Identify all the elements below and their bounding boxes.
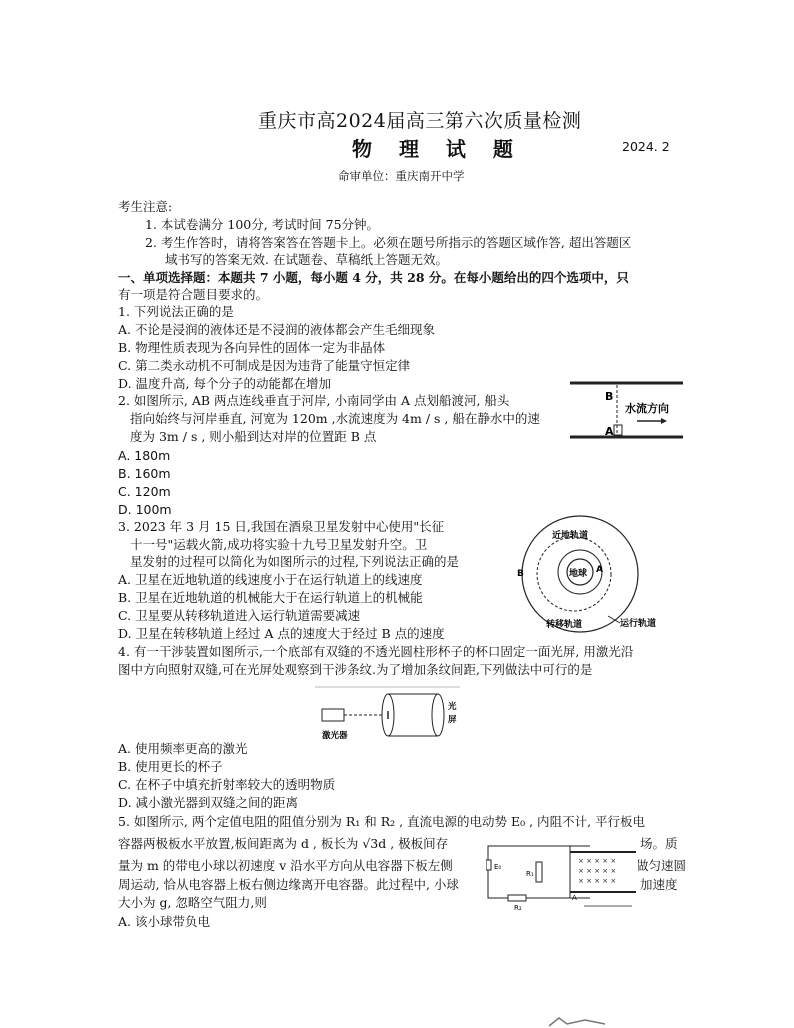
screen-label-2: 屏 bbox=[448, 715, 457, 725]
exam-title: 重庆市高2024届高三第六次质量检测 bbox=[258, 110, 582, 132]
r1-label: R₁ bbox=[526, 870, 534, 878]
q3-option-a: A. 卫星在近地轨道的线速度小于在运行轨道上的线速度 bbox=[118, 572, 423, 587]
q4-option-d: D. 减小激光器到双缝之间的距离 bbox=[118, 795, 299, 810]
q1-option-b: B. 物理性质表现为各向异性的固体一定为非晶体 bbox=[118, 340, 386, 355]
river-figure bbox=[565, 375, 685, 445]
boat-shape bbox=[614, 425, 622, 435]
orbit-figure bbox=[508, 512, 668, 644]
q4-option-c: C. 在杯子中填充折射率较大的透明物质 bbox=[118, 777, 336, 792]
page-bottom-fragment bbox=[545, 1014, 625, 1028]
notice-item-2: 2. 考生作答时，请将答案答在答题卡上。必须在题号所指示的答题区域作答, 超出答题区 bbox=[145, 235, 632, 250]
point-b-label: B bbox=[517, 569, 524, 579]
q5-stem-4b: 加速度 bbox=[640, 877, 678, 892]
q5-option-a: A. 该小球带负电 bbox=[118, 914, 210, 929]
q3-option-b: B. 卫星在近地轨道的机械能大于在运行轨道上的机械能 bbox=[118, 590, 423, 605]
q5-stem-3a: 量为 m 的带电小球以初速度 v 沿水平方向从电容器下板左侧 bbox=[118, 858, 453, 873]
magnetic-field-marks bbox=[578, 857, 616, 885]
battery bbox=[486, 860, 491, 870]
q5-stem-3b: 做匀速圆 bbox=[636, 858, 687, 873]
q5-stem-5: 大小为 g, 忽略空气阻力,则 bbox=[118, 895, 267, 910]
q4-option-b: B. 使用更长的杯子 bbox=[118, 759, 223, 774]
q1-option-d: D. 温度升高, 每个分子的动能都在增加 bbox=[118, 376, 331, 391]
q5-stem-2b: 场。质 bbox=[640, 836, 678, 851]
q3-stem-2: 十一号"运载火箭,成功将实验十九号卫星发射升空。卫 bbox=[130, 537, 428, 552]
svg-text:× × × × ×: × × × × × bbox=[578, 877, 617, 885]
resistor-r2 bbox=[508, 895, 526, 901]
q1-option-c: C. 第二类永动机不可制成是因为违背了能量守恒定律 bbox=[118, 358, 411, 373]
notice-item-1: 1. 本试卷满分 100分, 考试时间 75分钟。 bbox=[145, 217, 380, 232]
cup-mouth bbox=[432, 694, 444, 736]
q3-stem-3: 星发射的过程可以简化为如图所示的过程,下列说法正确的是 bbox=[130, 554, 459, 569]
q2-stem-1: 2. 如图所示, AB 两点连线垂直于河岸, 小南同学由 A 点划船渡河, 船头 bbox=[118, 393, 510, 408]
q3-option-c: C. 卫星要从转移轨道进入运行轨道需要减速 bbox=[118, 608, 361, 623]
run-orbit-label: 运行轨道 bbox=[620, 619, 657, 629]
near-orbit-label: 近地轨道 bbox=[552, 531, 589, 541]
flow-arrowhead bbox=[661, 418, 667, 424]
svg-text:× × × × ×: × × × × × bbox=[578, 857, 617, 865]
q1-option-a: A. 不论是浸润的液体还是不浸润的液体都会产生毛细现象 bbox=[118, 322, 435, 337]
r2-label: R₂ bbox=[514, 904, 522, 912]
subject-title: 物 理 试 题 bbox=[352, 137, 523, 161]
laser-device bbox=[322, 709, 344, 721]
circuit-figure bbox=[486, 838, 638, 914]
section-heading-cont: 有一项是符合题目要求的。 bbox=[118, 287, 269, 302]
label-b: B bbox=[605, 390, 614, 403]
notice-item-2-cont: 域书写的答案无效. 在试题卷、草稿纸上答题无效。 bbox=[165, 252, 448, 267]
cup-body bbox=[388, 694, 438, 736]
q2-stem-2: 指向始终与河岸垂直, 河宽为 120m ,水流速度为 4m / s , 船在静水中的速 bbox=[130, 411, 540, 426]
resistor-r1 bbox=[536, 862, 542, 882]
q4-stem-2: 图中方向照射双缝,可在光屏处观察到干涉条纹.为了增加条纹间距,下列做法中可行的是 bbox=[118, 662, 593, 677]
interference-figure bbox=[310, 684, 470, 744]
section-heading: 一、单项选择题：本题共 7 小题，每小题 4 分，共 28 分。在每小题给出的四个选项中，只 bbox=[118, 270, 629, 285]
screen-label-1: 光 bbox=[448, 702, 457, 712]
label-a: A bbox=[605, 425, 614, 438]
q3-stem-1: 3. 2023 年 3 月 15 日,我国在酒泉卫星发射中心使用"长征 bbox=[118, 519, 445, 534]
svg-text:× × × × ×: × × × × × bbox=[578, 867, 617, 875]
q5-stem-4a: 周运动, 恰从电容器上板右侧边缘离开电容器。此过程中, 小球 bbox=[118, 877, 459, 892]
q2-option-a: A. 180m bbox=[118, 448, 171, 463]
exam-date: 2024. 2 bbox=[622, 139, 670, 154]
q2-option-d: D. 100m bbox=[118, 502, 172, 517]
notice-heading: 考生注意: bbox=[118, 199, 173, 214]
q2-stem-3: 度为 3m / s , 则小船到达对岸的位置距 B 点 bbox=[130, 429, 377, 444]
q3-option-d: D. 卫星在转移轨道上经过 A 点的速度大于经过 B 点的速度 bbox=[118, 626, 445, 641]
e0-label: E₀ bbox=[494, 863, 502, 871]
earth-label: 地球 bbox=[569, 569, 588, 579]
flow-label: 水流方向 bbox=[625, 402, 669, 415]
q4-stem-1: 4. 有一干涉装置如图所示,一个底部有双缝的不透光圆柱形杯子的杯口固定一面光屏, 用激光沿 bbox=[118, 644, 634, 659]
q1-stem: 1. 下列说法正确的是 bbox=[118, 304, 234, 319]
q5-stem-2a: 容器两极板水平放置,板间距离为 d , 板长为 √3d , 极板间存 bbox=[118, 836, 449, 851]
q5-stem-1: 5. 如图所示, 两个定值电阻的阻值分别为 R₁ 和 R₂ , 直流电源的电动势 E₀ , 内阻不计, 平行板电 bbox=[118, 814, 646, 829]
issuer: 命审单位：重庆南开中学 bbox=[338, 169, 465, 183]
laser-label: 激光器 bbox=[322, 731, 348, 741]
q2-option-c: C. 120m bbox=[118, 484, 171, 499]
point-a-label: A bbox=[572, 894, 577, 902]
point-a-label: A bbox=[596, 565, 603, 575]
q4-option-a: A. 使用频率更高的激光 bbox=[118, 741, 248, 756]
q2-option-b: B. 160m bbox=[118, 466, 171, 481]
transfer-orbit-label: 转移轨道 bbox=[546, 620, 583, 630]
